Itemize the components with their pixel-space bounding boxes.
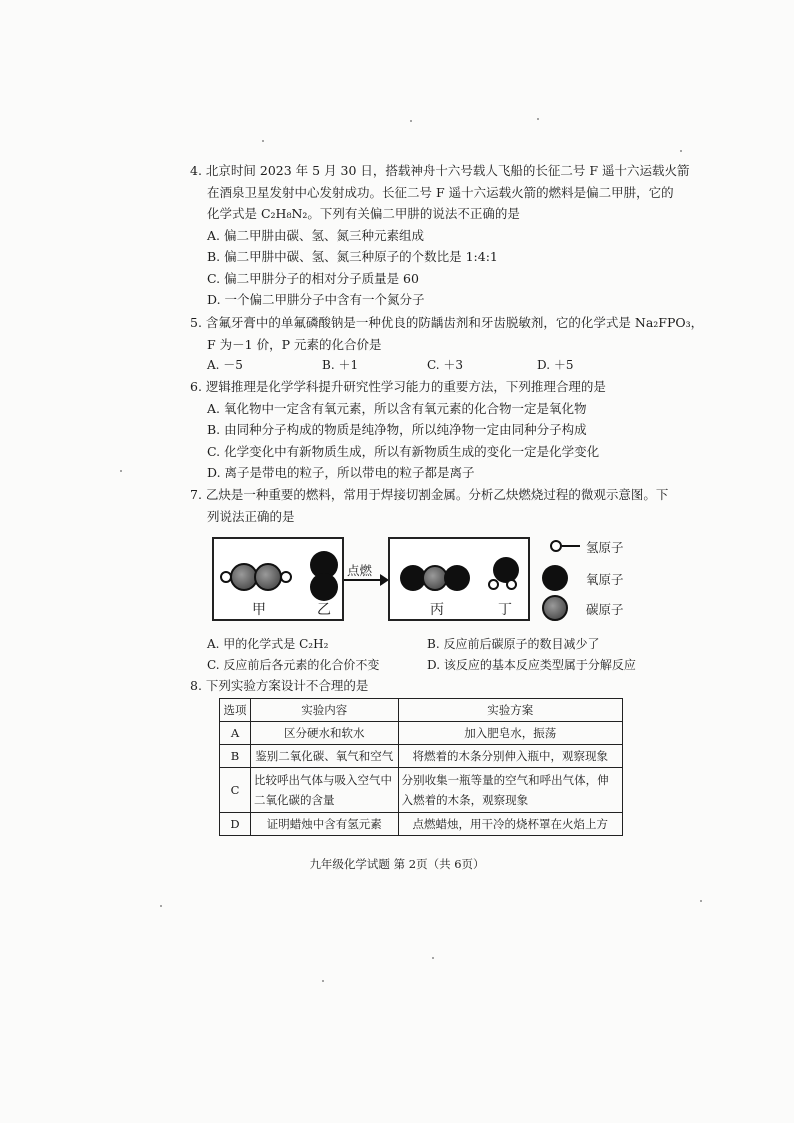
question-number: 6.	[190, 379, 202, 394]
option-c[interactable]: C. ＋3	[427, 358, 464, 372]
option-c[interactable]: C. 化学变化中有新物质生成，所以有新物质生成的变化一定是化学变化	[207, 443, 600, 459]
question-number: 4.	[190, 163, 202, 178]
carbon-atom	[254, 563, 282, 591]
table-cell: 将燃着的木条分别伸入瓶中，观察现象	[398, 745, 622, 768]
reactants-box	[212, 537, 344, 621]
table-cell: 比较呼出气体与吸入空气中二氧化碳的含量	[250, 768, 398, 813]
question-text-line: 北京时间 2023 年 5 月 30 日，搭载神舟十六号载人飞船的长征二号 F 遥十六运载火箭	[205, 163, 690, 178]
oxygen-legend-icon	[542, 565, 568, 591]
options-row	[190, 634, 670, 655]
oxygen-atom	[493, 557, 519, 583]
question-number: 7.	[190, 487, 202, 502]
table-cell: 鉴别二氧化碳、氧气和空气	[250, 745, 398, 768]
label-jia: 甲	[252, 602, 266, 618]
question-7	[190, 484, 670, 527]
option-d[interactable]: D. ＋5	[537, 358, 574, 372]
question-text-line: F 为－1 价，P 元素的化合价是	[207, 336, 382, 352]
label-bing: 丙	[430, 602, 444, 618]
table-cell: 点燃蜡烛，用干冷的烧杯罩在火焰上方	[398, 813, 622, 836]
column-header: 实验内容	[250, 699, 398, 722]
option-d[interactable]: D. 离子是带电的粒子，所以带电的粒子都是离子	[207, 465, 475, 480]
table-cell: B	[220, 745, 251, 768]
option-c[interactable]: C. 偏二甲肼分子的相对分子质量是 60	[207, 270, 419, 286]
table-row	[220, 813, 623, 836]
option-d[interactable]: D. 一个偏二甲肼分子中含有一个氮分子	[207, 292, 425, 307]
table-cell: 加入肥皂水，振荡	[398, 722, 622, 745]
question-text-line: 逻辑推理是化学学科提升研究性学习能力的重要方法，下列推理合理的是	[205, 379, 606, 394]
column-header: 选项	[220, 699, 251, 722]
option-b[interactable]: B. ＋1	[322, 358, 359, 372]
question-6	[190, 376, 660, 484]
option-a[interactable]: A. 氧化物中一定含有氧元素，所以含有氧元素的化合物一定是氧化物	[207, 400, 587, 416]
table-cell: 证明蜡烛中含有氢元素	[250, 813, 398, 836]
option-d[interactable]: D. 该反应的基本反应类型属于分解反应	[427, 658, 636, 672]
question-7-options	[190, 634, 670, 676]
legend-line	[562, 545, 580, 547]
table-row	[220, 722, 623, 745]
question-number: 5.	[190, 315, 202, 330]
option-a[interactable]: A. 偏二甲肼由碳、氢、氮三种元素组成	[207, 227, 424, 243]
hydrogen-atom	[280, 571, 292, 583]
question-text-line: 乙炔是一种重要的燃料，常用于焊接切割金属。分析乙炔燃烧过程的微观示意图。下	[205, 487, 669, 502]
legend-hydrogen: 氢原子	[586, 540, 624, 555]
hydrogen-legend-icon	[550, 540, 562, 552]
option-a[interactable]: A. －5	[207, 358, 243, 372]
reaction-diagram	[212, 537, 682, 623]
question-5	[190, 312, 704, 376]
option-c[interactable]: C. 反应前后各元素的化合价不变	[207, 658, 380, 672]
table-cell: A	[220, 722, 251, 745]
reaction-arrow	[344, 579, 384, 581]
arrow-label: 点燃	[347, 563, 373, 578]
hydrogen-atom	[488, 579, 499, 590]
table-header-row	[220, 699, 623, 722]
question-text-line: 在酒泉卫星发射中心发射成功。长征二号 F 遥十六运载火箭的燃料是偏二甲肼，它的	[207, 184, 674, 200]
carbon-legend-icon	[542, 595, 568, 621]
question-text-line: 化学式是 C₂H₈N₂。下列有关偏二甲肼的说法不正确的是	[207, 206, 520, 221]
options-row	[190, 655, 670, 676]
options-row	[190, 355, 670, 376]
table-row	[220, 768, 623, 813]
question-text-line: 列说法正确的是	[207, 508, 295, 524]
legend-oxygen: 氧原子	[586, 572, 624, 587]
column-header: 实验方案	[398, 699, 622, 722]
hydrogen-atom	[506, 579, 517, 590]
option-b[interactable]: B. 由同种分子构成的物质是纯净物，所以纯净物一定由同种分子构成	[207, 422, 587, 437]
question-text-line: 含氟牙膏中的单氟磷酸钠是一种优良的防龋齿剂和牙齿脱敏剂，它的化学式是 Na₂FPO₃，	[205, 315, 704, 330]
table-cell: 分别收集一瓶等量的空气和呼出气体，伸入燃着的木条，观察现象	[398, 768, 622, 813]
question-text-line: 下列实验方案设计不合理的是	[205, 678, 369, 693]
question-4	[190, 160, 690, 311]
oxygen-atom	[310, 573, 338, 601]
table-row	[220, 745, 623, 768]
legend-carbon: 碳原子	[586, 602, 624, 617]
option-a[interactable]: A. 甲的化学式是 C₂H₂	[207, 637, 329, 651]
label-ding: 丁	[498, 602, 512, 618]
table-cell: C	[220, 768, 251, 813]
experiment-table	[219, 698, 623, 836]
label-yi: 乙	[317, 602, 331, 618]
option-b[interactable]: B. 偏二甲肼中碳、氢、氮三种原子的个数比是 1:4:1	[207, 249, 498, 264]
option-b[interactable]: B. 反应前后碳原子的数目减少了	[427, 637, 600, 651]
products-box	[388, 537, 530, 621]
table-cell: 区分硬水和软水	[250, 722, 398, 745]
question-8	[190, 675, 660, 697]
oxygen-atom	[444, 565, 470, 591]
page-footer: 九年级化学试题 第 2页（共 6页）	[309, 857, 485, 871]
question-number: 8.	[190, 678, 202, 693]
table-cell: D	[220, 813, 251, 836]
